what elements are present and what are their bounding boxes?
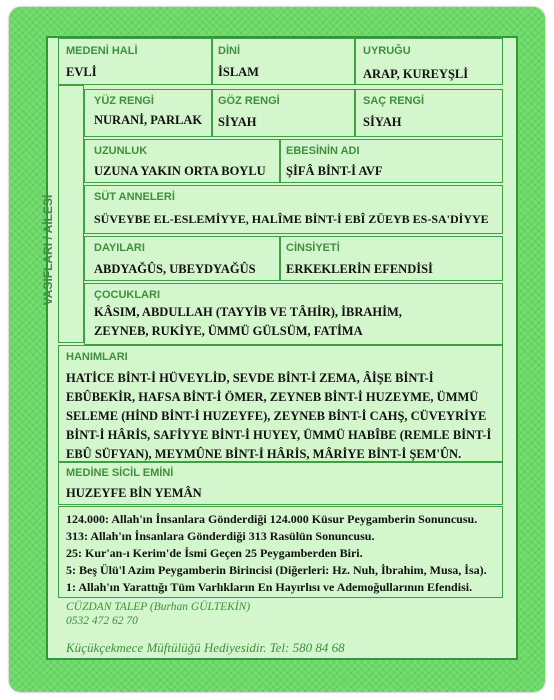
medeni-hali-value: EVLİ (66, 65, 97, 79)
medine-sicil-emini-label: MEDİNE SİCİL EMİNİ (66, 467, 174, 479)
dayilari-value: ABDYAĞÛS, UBEYDYAĞÛS (94, 262, 256, 276)
dini-label: DİNİ (218, 45, 240, 57)
note-5: 5: Beş Ülü'l Azim Peygamberin Birincisi (Diğerleri: Hz. Nuh, İbrahim, Musa, İsa). (66, 563, 487, 577)
hanimlari-label: HANIMLARI (66, 351, 128, 363)
uyrugu-label: UYRUĞU (363, 45, 411, 57)
goz-rengi-label: GÖZ RENGİ (218, 95, 280, 107)
note-313: 313: Allah'ın İnsanlara Gönderdiği 313 Rasülün Sonuncusu. (66, 529, 375, 543)
cinsiyeti-label: CİNSİYETİ (286, 242, 340, 254)
note-124000: 124.000: Allah'ın İnsanlara Gönderdiği 124.000 Küsur Peygamberin Sonuncusu. (66, 512, 478, 526)
ebesinin-adi-value: ŞİFÂ BİNT-İ AVF (286, 164, 383, 178)
dini-value: İSLAM (218, 65, 259, 79)
vasiflari-side-label: VASIFLARI / AİLESİ (41, 194, 55, 306)
note-1: 1: Allah'ın Yarattığı Tüm Varlıkların En Hayırlısı ve Ademoğullarının Efendisi. (66, 580, 473, 594)
uyrugu-value: ARAP, KUREYŞLİ (363, 67, 469, 81)
dayilari-label: DAYILARI (94, 242, 145, 254)
goz-rengi-value: SİYAH (218, 115, 257, 129)
sac-rengi-value: SİYAH (363, 115, 402, 129)
sac-rengi-label: SAÇ RENGİ (363, 95, 425, 107)
cinsiyeti-value: ERKEKLERİN EFENDİSİ (286, 262, 433, 276)
sut-anneleri-value: SÜVEYBE EL-ESLEMİYYE, HALÎME BİNT-İ EBÎ ZÜEYB ES-SA'DİYYE (94, 212, 489, 226)
yuz-rengi-label: YÜZ RENGİ (94, 95, 154, 107)
uzunluk-label: UZUNLUK (94, 145, 148, 157)
uzunluk-value: UZUNA YAKIN ORTA BOYLU (94, 164, 266, 178)
sut-anneleri-label: SÜT ANNELERİ (94, 191, 175, 203)
yuz-rengi-value: NURANİ, PARLAK (94, 113, 203, 127)
hanimlari-value: HATİCE BİNT-İ HÜVEYLİD, SEVDE BİNT-İ ZEMA, ÂİŞE BİNT-İ EBÛBEKİR, HAFSA BİNT-İ ÖMER, ZEYNEB BİNT-İ HUZEYME, ÜMMÜ SELEME (HİND BİNT-İ HUZEYFE), ZEYNEB BİNT-İ CAHŞ, CÜVEYRİYE BİNT-İ HÂRİS, SAFİYYE BİNT-İ HUYEY, ÜMMÜ HABÎBE (REMLE BİNT-İ EBÛ SÜFYAN), MEYMÛNE BİNT-İ HÂRİS, MÂRİYE BİNT-İ ŞEM'ÛN. (66, 371, 492, 461)
note-25: 25: Kur'an-ı Kerim'de İsmi Geçen 25 Peygamberden Biri. (66, 546, 363, 560)
cocuklari-label: ÇOCUKLARI (94, 289, 160, 301)
gift-line: Küçükçekmece Müftülüğü Hediyesidir. Tel: 580 84 68 (66, 640, 345, 655)
vasiflari-side-column (58, 85, 84, 343)
medine-sicil-emini-value: HUZEYFE BİN YEMÂN (66, 486, 202, 500)
cuzdan-talep-phone: 0532 472 62 70 (66, 615, 138, 627)
cuzdan-talep-text: CÜZDAN TALEP (Burhan GÜLTEKİN) (66, 601, 251, 613)
cocuklari-value: KÂSIM, ABDULLAH (TAYYİB VE TÂHİR), İBRAHİM, ZEYNEB, RUKİYE, ÜMMÜ GÜLSÜM, FATİMA (94, 305, 402, 338)
medeni-hali-label: MEDENİ HALİ (66, 45, 138, 57)
ebesinin-adi-label: EBESİNİN ADI (286, 145, 360, 157)
